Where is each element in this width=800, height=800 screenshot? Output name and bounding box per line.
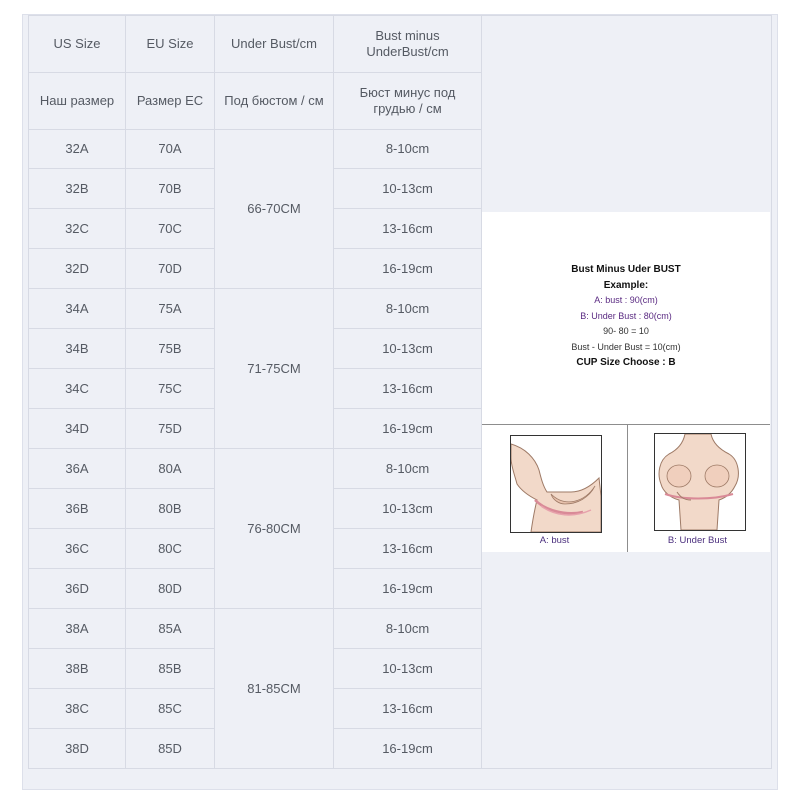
us-size-cell: 36C: [29, 529, 126, 569]
example-text: [482, 262, 770, 371]
example-line-a: A: bust : 90(cm): [594, 295, 658, 305]
header-bust-minus-underbust-ru: Бюст минус под грудью / см: [334, 73, 482, 130]
eu-size-cell: 75D: [126, 409, 215, 449]
header-under-bust: Under Bust/cm: [215, 16, 334, 73]
us-size-cell: 36D: [29, 569, 126, 609]
eu-size-cell: 80A: [126, 449, 215, 489]
eu-size-cell: 80B: [126, 489, 215, 529]
underbust-measure-illustration: [654, 433, 746, 531]
example-calc: 90- 80 = 10: [603, 326, 649, 336]
us-size-cell: 32A: [29, 130, 126, 169]
bust-difference-cell: 8-10cm: [334, 449, 482, 489]
us-size-cell: 34C: [29, 369, 126, 409]
us-size-cell: 36A: [29, 449, 126, 489]
us-size-cell: 34A: [29, 289, 126, 329]
bust-difference-cell: 13-16cm: [334, 209, 482, 249]
eu-size-cell: 70B: [126, 169, 215, 209]
example-label: Example:: [603, 279, 649, 291]
bust-difference-cell: 10-13cm: [334, 489, 482, 529]
header-eu-size: EU Size: [126, 16, 215, 73]
eu-size-cell: 85D: [126, 729, 215, 769]
us-size-cell: 38C: [29, 689, 126, 729]
us-size-cell: 32C: [29, 209, 126, 249]
bust-difference-cell: 16-19cm: [334, 409, 482, 449]
bust-difference-cell: 8-10cm: [334, 130, 482, 169]
us-size-cell: 34D: [29, 409, 126, 449]
us-size-cell: 38B: [29, 649, 126, 689]
example-line-b: B: Under Bust : 80(cm): [580, 310, 672, 321]
bust-difference-cell: 10-13cm: [334, 329, 482, 369]
header-row-en: [29, 16, 772, 73]
panel-vertical-divider: [627, 425, 628, 552]
eu-size-cell: 75B: [126, 329, 215, 369]
eu-size-cell: 85A: [126, 609, 215, 649]
caption-under-bust: B: Under Bust: [667, 535, 728, 546]
us-size-cell: 38D: [29, 729, 126, 769]
bust-difference-cell: 8-10cm: [334, 609, 482, 649]
eu-size-cell: 75C: [126, 369, 215, 409]
header-us-size: US Size: [29, 16, 126, 73]
bust-difference-cell: 13-16cm: [334, 369, 482, 409]
under-bust-cell: 66-70CM: [215, 130, 334, 289]
example-result: Bust - Under Bust = 10(cm): [571, 341, 681, 352]
eu-size-cell: 70A: [126, 130, 215, 169]
panel-divider: [482, 424, 770, 425]
bust-difference-cell: 16-19cm: [334, 569, 482, 609]
us-size-cell: 32D: [29, 249, 126, 289]
header-under-bust-ru: Под бюстом / см: [215, 73, 334, 130]
eu-size-cell: 70D: [126, 249, 215, 289]
bust-difference-cell: 16-19cm: [334, 729, 482, 769]
caption-bust: A: bust: [539, 535, 570, 546]
bust-measure-illustration: [510, 435, 602, 533]
eu-size-cell: 80C: [126, 529, 215, 569]
example-cup: CUP Size Choose : B: [576, 357, 676, 368]
under-bust-cell: 71-75CM: [215, 289, 334, 449]
bust-difference-cell: 16-19cm: [334, 249, 482, 289]
us-size-cell: 36B: [29, 489, 126, 529]
us-size-cell: 32B: [29, 169, 126, 209]
bust-difference-cell: 10-13cm: [334, 649, 482, 689]
example-title: Bust Minus Uder BUST: [571, 264, 681, 275]
header-bust-minus-underbust: Bust minus UnderBust/cm: [334, 16, 482, 73]
example-panel: [482, 212, 770, 552]
eu-size-cell: 85C: [126, 689, 215, 729]
bust-difference-cell: 10-13cm: [334, 169, 482, 209]
bust-difference-cell: 13-16cm: [334, 689, 482, 729]
header-us-size-ru: Наш размер: [29, 73, 126, 130]
bust-difference-cell: 8-10cm: [334, 289, 482, 329]
bust-difference-cell: 13-16cm: [334, 529, 482, 569]
under-bust-cell: 76-80CM: [215, 449, 334, 609]
eu-size-cell: 70C: [126, 209, 215, 249]
us-size-cell: 38A: [29, 609, 126, 649]
us-size-cell: 34B: [29, 329, 126, 369]
header-eu-size-ru: Размер ЕС: [126, 73, 215, 130]
eu-size-cell: 75A: [126, 289, 215, 329]
eu-size-cell: 85B: [126, 649, 215, 689]
under-bust-cell: 81-85CM: [215, 609, 334, 769]
eu-size-cell: 80D: [126, 569, 215, 609]
